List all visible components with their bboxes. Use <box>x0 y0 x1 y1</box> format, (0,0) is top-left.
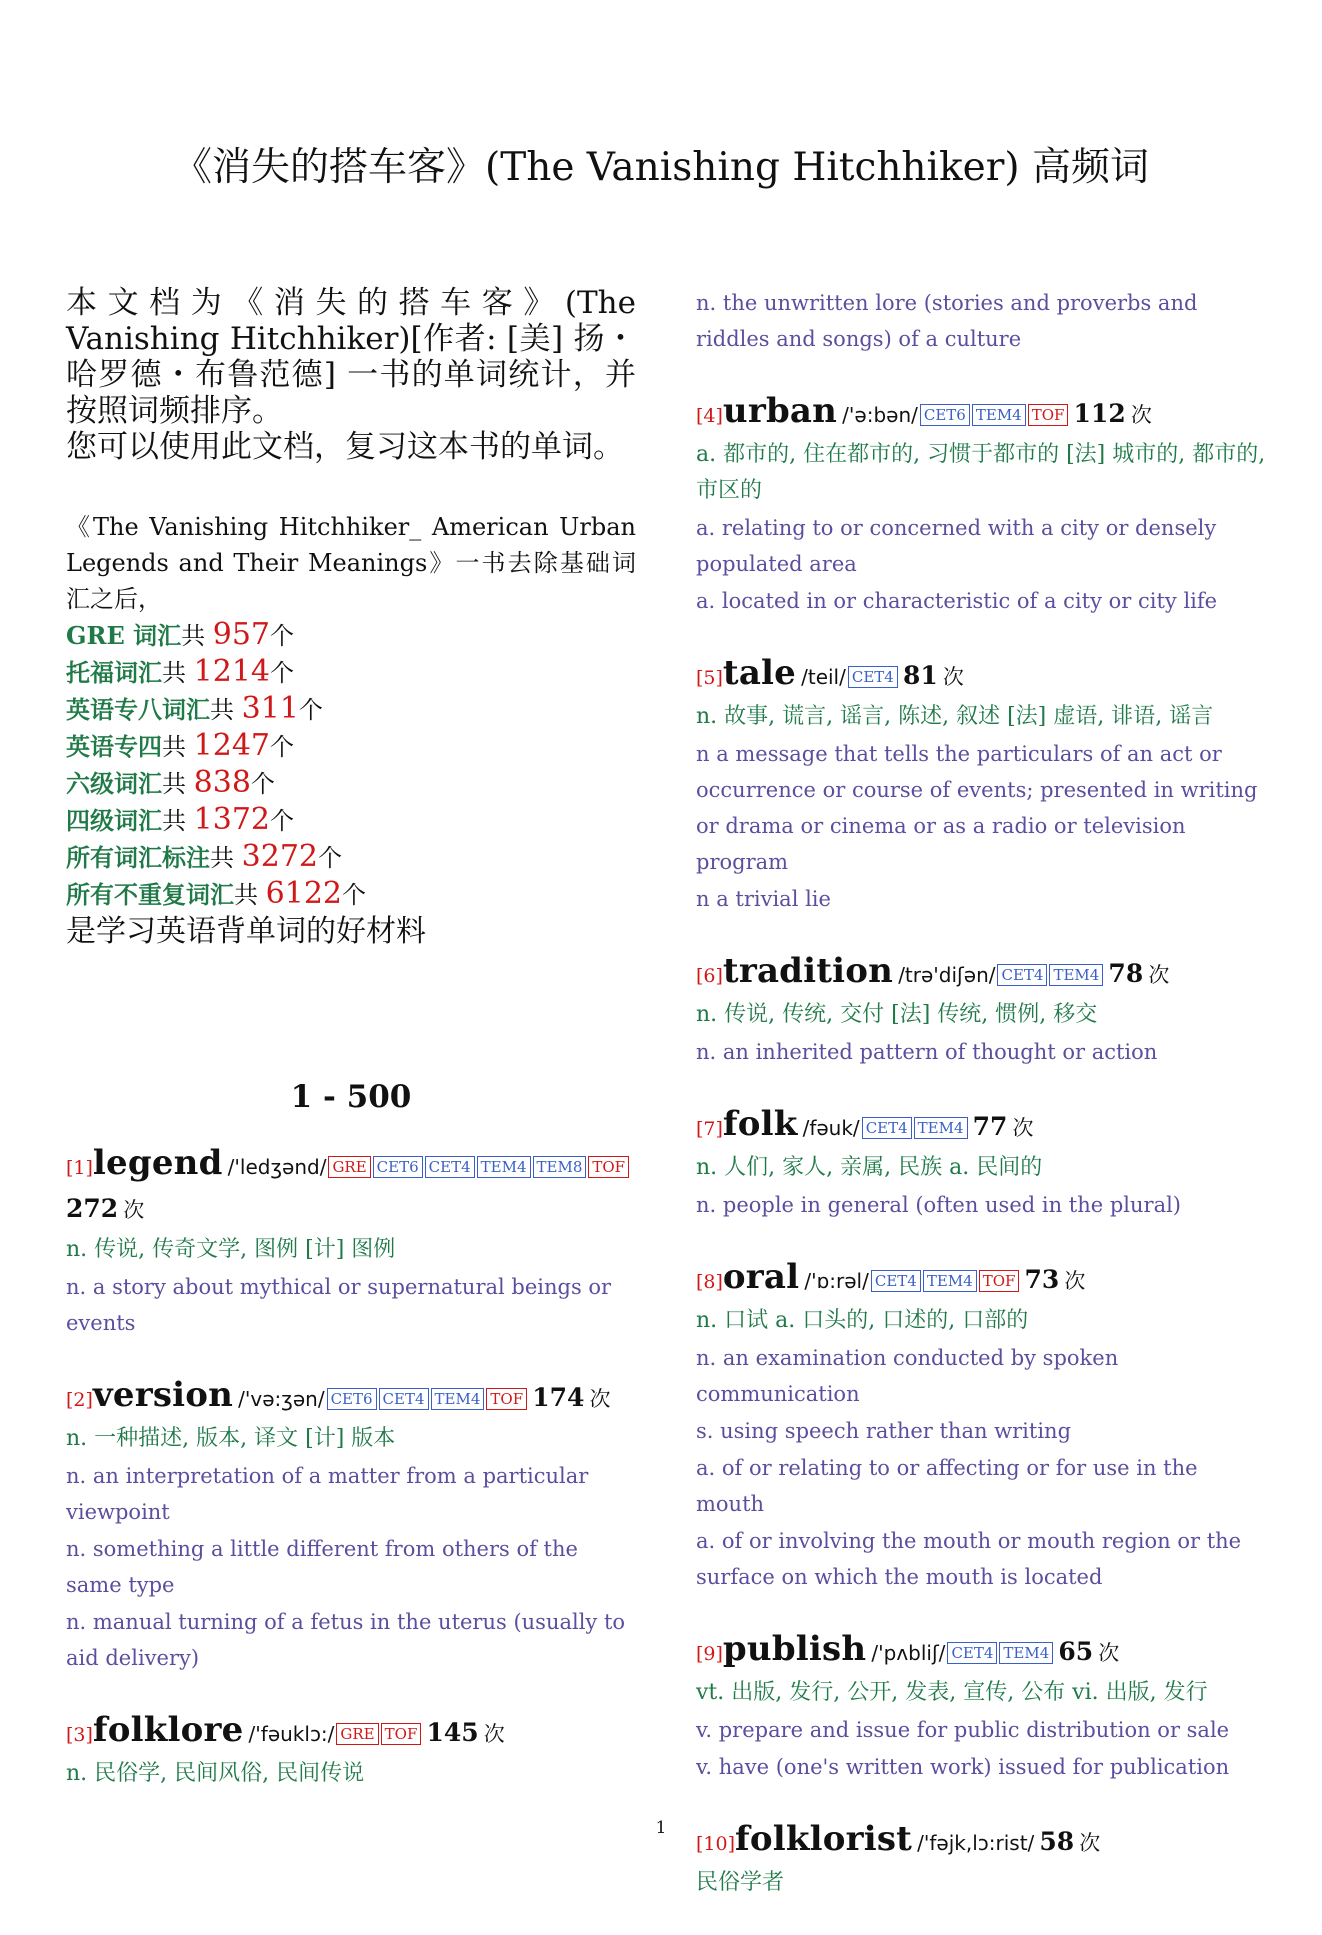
entry-chinese-definition: n. 传说, 传统, 交付 [法] 传统, 惯例, 移交 <box>696 1002 1098 1027</box>
entry-count: 73 <box>1024 1265 1060 1294</box>
entry-chinese-definition: 民俗学者 <box>696 1870 785 1895</box>
word-entry <box>66 1143 636 1341</box>
stat-unit: 个 <box>270 659 294 687</box>
exam-tag: CET4 <box>379 1388 429 1410</box>
entry-count: 58 <box>1039 1827 1075 1856</box>
entry-head <box>66 1143 636 1232</box>
entry-count: 81 <box>902 661 938 690</box>
entry-english-definition: n. a story about mythical or supernatural beings or events <box>66 1275 612 1335</box>
word-entry <box>696 1104 1266 1223</box>
exam-tag: TEM4 <box>923 1270 977 1292</box>
entry-count: 174 <box>532 1383 585 1412</box>
exam-tag: CET4 <box>862 1117 912 1139</box>
stat-label: GRE 词汇 <box>66 621 182 650</box>
entry-count-unit: 次 <box>1012 1116 1034 1140</box>
exam-tag: CET6 <box>920 404 970 426</box>
stat-line <box>66 617 636 654</box>
word-entry <box>66 1375 636 1676</box>
stat-prefix: 共 <box>162 770 194 798</box>
stat-label: 六级词汇 <box>66 769 162 798</box>
entry-word: oral <box>722 1257 800 1297</box>
stat-line <box>66 765 636 802</box>
entry-index: [9] <box>696 1643 723 1665</box>
stat-unit: 个 <box>298 696 323 724</box>
entry-phonetic: /'fəuklɔ:/ <box>248 1722 335 1746</box>
entry-word: legend <box>92 1143 223 1183</box>
entry-phonetic: /'fəjk,lɔ:rist/ <box>917 1831 1035 1855</box>
entry-chinese-definition: n. 传说, 传奇文学, 图例 [计] 图例 <box>66 1237 396 1262</box>
stat-unit: 个 <box>318 844 342 872</box>
entry-phonetic: /'və:ʒən/ <box>238 1387 325 1411</box>
entry-phonetic: /'ledʒənd/ <box>227 1155 327 1179</box>
entry-index: [2] <box>66 1389 93 1411</box>
exam-tag: TOF <box>381 1723 422 1745</box>
exam-tag: TOF <box>1028 404 1069 426</box>
exam-tag: GRE <box>328 1156 370 1178</box>
word-entry <box>66 1710 636 1792</box>
entry-count: 65 <box>1058 1637 1094 1666</box>
entry-word: folklorist <box>735 1819 913 1859</box>
entry-count: 112 <box>1073 399 1126 428</box>
entry-chinese-definition: n. 民俗学, 民间风俗, 民间传说 <box>66 1761 365 1786</box>
entry-head <box>696 951 1266 997</box>
entry-phonetic: /'ɒ:rəl/ <box>804 1269 869 1293</box>
entry-head <box>66 1710 636 1756</box>
intro <box>66 285 636 465</box>
stat-number: 1214 <box>193 654 270 689</box>
entry-chinese-definition: n. 人们, 家人, 亲属, 民族 a. 民间的 <box>696 1155 1043 1180</box>
entry-count-unit: 次 <box>1148 963 1170 987</box>
exam-tag: TEM4 <box>1049 964 1103 986</box>
exam-tag: CET4 <box>947 1642 997 1664</box>
entry-phonetic: /fəuk/ <box>802 1116 860 1140</box>
entry-english-definition: v. have (one's written work) issued for publication <box>696 1755 1230 1779</box>
word-entry <box>696 391 1266 619</box>
stat-prefix: 共 <box>162 733 194 761</box>
entry-chinese-definition: n. 一种描述, 版本, 译文 [计] 版本 <box>66 1426 396 1451</box>
entry-count-unit: 次 <box>1098 1641 1120 1665</box>
exam-tag: CET4 <box>848 666 898 688</box>
entry-chinese-definition: a. 都市的, 住在都市的, 习惯于都市的 [法] 城市的, 都市的, 市区的 <box>696 442 1266 503</box>
entry-word: folk <box>722 1104 798 1144</box>
stats-list <box>66 617 636 913</box>
stat-prefix: 共 <box>210 696 242 724</box>
entry-head <box>696 1629 1266 1675</box>
stat-prefix: 共 <box>162 807 194 835</box>
left-entries <box>66 1143 636 1792</box>
entry-index: [5] <box>696 667 723 689</box>
entry-phonetic: /'pʌbliʃ/ <box>871 1641 946 1665</box>
exam-tag: TOF <box>979 1270 1020 1292</box>
entry-english-definition: a. of or involving the mouth or mouth region or the surface on which the mouth is located <box>696 1529 1242 1589</box>
stat-line <box>66 802 636 839</box>
range-heading: 1 - 500 <box>290 1079 412 1115</box>
entry-index: [6] <box>696 965 723 987</box>
entry-count-unit: 次 <box>589 1387 611 1411</box>
stat-unit: 个 <box>250 770 275 798</box>
stats-source: 《The Vanishing Hitchhiker_ American Urban Legends and Their Meanings》一书去除基础词汇之后， <box>66 513 636 613</box>
entry-english-definition: n. the unwritten lore (stories and proverbs and riddles and songs) of a culture <box>696 291 1198 351</box>
exam-tag: CET6 <box>327 1388 377 1410</box>
entry-english-definition: n. manual turning of a fetus in the uterus (usually to aid delivery) <box>66 1610 626 1670</box>
word-entry <box>696 653 1266 917</box>
entry-english-definition: n. people in general (often used in the plural) <box>696 1193 1181 1217</box>
exam-tag: TEM8 <box>533 1156 587 1178</box>
exam-tag: TEM4 <box>972 404 1026 426</box>
exam-tag: TEM4 <box>431 1388 485 1410</box>
entry-index: [4] <box>696 405 723 427</box>
stat-label: 四级词汇 <box>66 806 162 835</box>
right-column <box>696 284 1266 1935</box>
entry-index: [3] <box>66 1724 93 1746</box>
stats-block <box>66 509 636 951</box>
entry-head <box>696 391 1266 437</box>
entry-english-definition: a. of or relating to or affecting or for use in the mouth <box>696 1456 1198 1516</box>
page-title: 《消失的搭车客》(The Vanishing Hitchhiker) 高频词 <box>172 145 1149 190</box>
stat-prefix: 共 <box>162 659 194 687</box>
entry-head <box>696 1104 1266 1150</box>
stat-prefix: 共 <box>234 881 266 909</box>
entry-chinese-definition: n. 故事, 谎言, 谣言, 陈述, 叙述 [法] 虚语, 诽语, 谣言 <box>696 704 1214 729</box>
entry-chinese-definition: vt. 出版, 发行, 公开, 发表, 宣传, 公布 vi. 出版, 发行 <box>696 1680 1208 1705</box>
word-entry <box>696 285 1266 357</box>
entry-phonetic: /'ə:bən/ <box>842 403 918 427</box>
entry-count-unit: 次 <box>123 1198 145 1222</box>
stat-prefix: 共 <box>210 844 242 872</box>
stats-closing: 是学习英语背单词的好材料 <box>66 914 426 949</box>
entry-english-definition: a. relating to or concerned with a city or densely populated area <box>696 516 1217 576</box>
intro-paragraph-2: 您可以使用此文档，复习这本书的单词。 <box>66 429 624 465</box>
entry-english-definition: v. prepare and issue for public distribution or sale <box>696 1718 1230 1742</box>
stat-number: 838 <box>193 765 251 800</box>
entry-word: publish <box>722 1629 867 1669</box>
stat-label: 托福词汇 <box>66 658 162 687</box>
entry-word: tale <box>722 653 797 693</box>
entry-count: 145 <box>426 1718 479 1747</box>
exam-tag: TOF <box>588 1156 629 1178</box>
entry-english-definition: a. located in or characteristic of a city or city life <box>696 589 1218 613</box>
stat-label: 所有词汇标注 <box>66 843 210 872</box>
entry-english-definition: n a message that tells the particulars of an act or occurrence or course of events; presented in writing or drama or cinema or as a radio or television program <box>696 742 1258 874</box>
entry-chinese-definition: n. 口试 a. 口头的, 口述的, 口部的 <box>696 1308 1029 1333</box>
stat-label: 英语专八词汇 <box>66 695 210 724</box>
entry-english-definition: n. something a little different from others of the same type <box>66 1537 578 1597</box>
stat-number: 1247 <box>193 728 270 763</box>
intro-paragraph-1: 本文档为《消失的搭车客》(The Vanishing Hitchhiker)[作者: [美] 扬・哈罗德・布鲁范德] 一书的单词统计，并按照词频排序。 <box>66 285 636 429</box>
entry-phonetic: /trə'diʃən/ <box>898 963 996 987</box>
exam-tag: CET4 <box>997 964 1047 986</box>
entry-index: [7] <box>696 1118 723 1140</box>
entry-count: 78 <box>1108 959 1144 988</box>
stat-number: 1372 <box>193 802 270 837</box>
stat-number: 311 <box>241 691 299 726</box>
stat-unit: 个 <box>270 733 294 761</box>
entry-head <box>66 1375 636 1421</box>
left-column <box>66 285 636 1826</box>
stat-number: 957 <box>212 617 270 652</box>
exam-tag: CET4 <box>871 1270 921 1292</box>
entry-english-definition: n. an interpretation of a matter from a particular viewpoint <box>66 1464 589 1524</box>
entry-word: urban <box>722 391 838 431</box>
stat-line <box>66 691 636 728</box>
entry-head <box>696 653 1266 699</box>
exam-tag: TOF <box>486 1388 527 1410</box>
stat-number: 6122 <box>265 876 342 911</box>
entry-count: 272 <box>66 1194 119 1223</box>
entry-english-definition: s. using speech rather than writing <box>696 1419 1072 1443</box>
entry-phonetic: /teil/ <box>801 665 846 689</box>
stat-line <box>66 876 636 913</box>
stat-unit: 个 <box>342 881 366 909</box>
entry-english-definition: n. an examination conducted by spoken communication <box>696 1346 1119 1406</box>
stat-line <box>66 654 636 691</box>
stat-line <box>66 839 636 876</box>
entry-english-definition: n a trivial lie <box>696 887 831 911</box>
entry-count: 77 <box>972 1112 1008 1141</box>
entry-count-unit: 次 <box>942 665 964 689</box>
word-entry <box>696 951 1266 1070</box>
entry-index: [10] <box>696 1833 736 1855</box>
entry-count-unit: 次 <box>1079 1831 1101 1855</box>
stat-unit: 个 <box>270 807 294 835</box>
entry-index: [8] <box>696 1271 723 1293</box>
entry-head <box>696 1257 1266 1303</box>
entry-word: version <box>92 1375 234 1415</box>
entry-count-unit: 次 <box>483 1722 505 1746</box>
word-entry <box>696 1257 1266 1595</box>
stat-number: 3272 <box>241 839 318 874</box>
entry-word: folklore <box>92 1710 244 1750</box>
stat-label: 所有不重复词汇 <box>66 880 234 909</box>
exam-tag: CET6 <box>373 1156 423 1178</box>
exam-tag: GRE <box>336 1723 378 1745</box>
entry-english-definition: n. an inherited pattern of thought or action <box>696 1040 1158 1064</box>
stat-unit: 个 <box>270 622 294 650</box>
stat-prefix: 共 <box>181 622 213 650</box>
word-entry <box>696 1629 1266 1785</box>
exam-tag: TEM4 <box>914 1117 968 1139</box>
right-entries <box>696 285 1266 1901</box>
entry-index: [1] <box>66 1157 93 1179</box>
stat-label: 英语专四 <box>66 732 162 761</box>
entry-word: tradition <box>722 951 894 991</box>
exam-tag: CET4 <box>425 1156 475 1178</box>
entry-count-unit: 次 <box>1130 403 1152 427</box>
exam-tag: TEM4 <box>999 1642 1053 1664</box>
stat-line <box>66 728 636 765</box>
page-number: 1 <box>655 1818 667 1838</box>
entry-count-unit: 次 <box>1064 1269 1086 1293</box>
exam-tag: TEM4 <box>477 1156 531 1178</box>
